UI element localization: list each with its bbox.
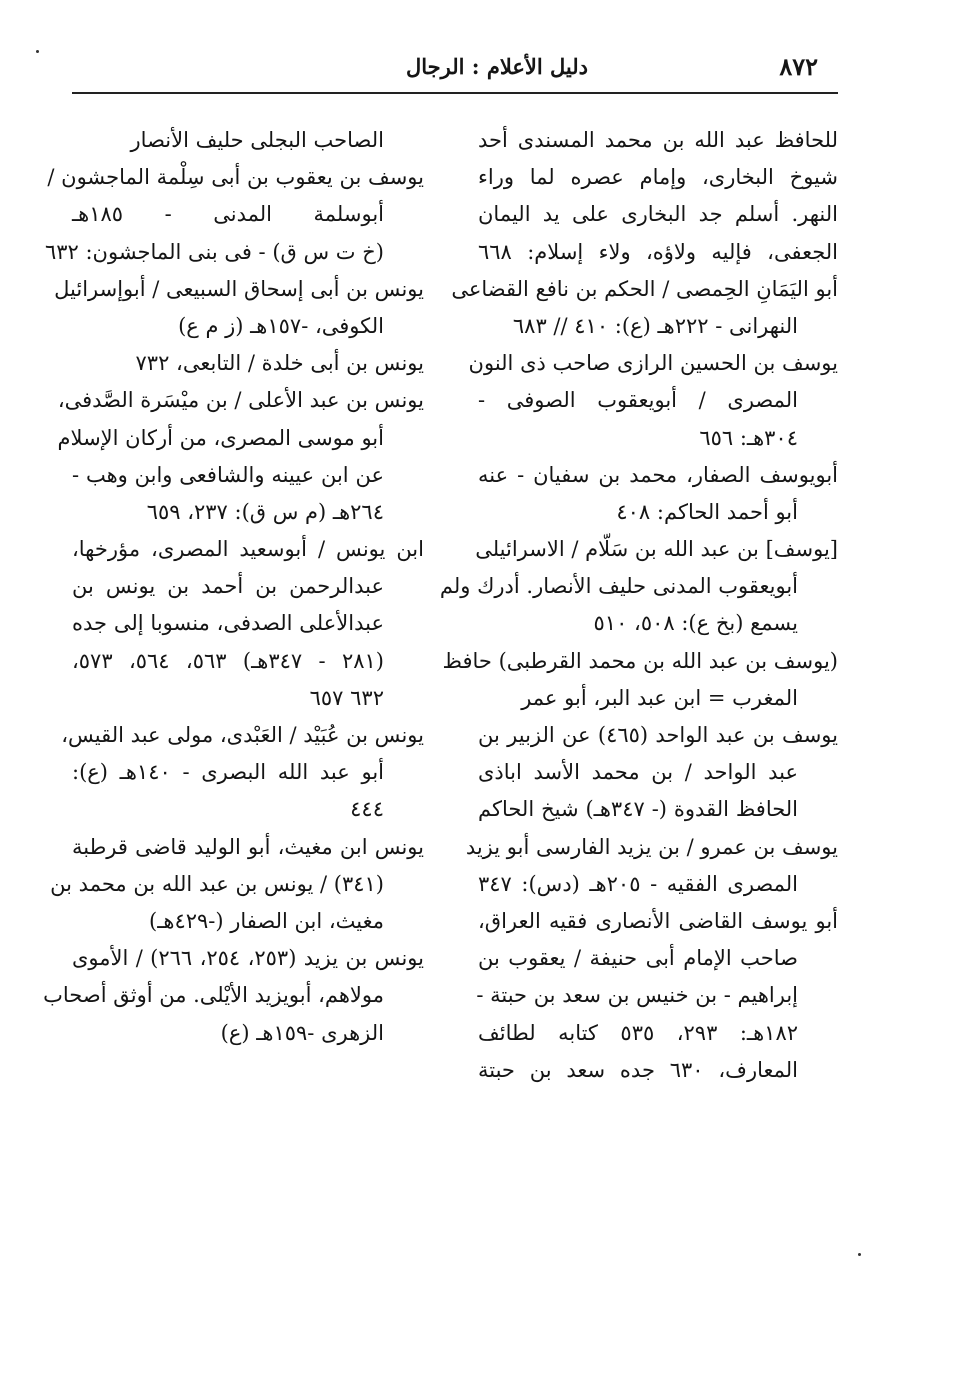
text-line: (خ ت س ق) - فى بنى الماجشون: ٦٣٢ (44, 239, 384, 264)
text-line: مولاهم، أبويزيد الأيْلى. من أوثق أصحاب (43, 983, 384, 1008)
text-line: أبويعقوب المدنى حليف الأنصار. أدرك ولم (439, 574, 798, 599)
text-line: النهر. أسلم جد البخارى على يد اليمان (478, 202, 838, 227)
text-line: يونس بن يزيد (٢٥٣، ٢٥٤، ٢٦٦) / الأموى (72, 946, 424, 971)
scan-speck (858, 1253, 861, 1256)
text-line: المعارف، ٦٣٠ جده سعد بن حبتة (478, 1057, 798, 1082)
text-line: يسمع (بخ ع): ٥٠٨، ٥١٠ (593, 611, 798, 636)
text-line: الكوفى، -١٥٧هـ (ز م ع) (178, 313, 384, 338)
text-line: أبو موسى المصرى، من أركان الإسلام (57, 425, 384, 450)
text-line: ٣٠٤هـ: ٦٥٦ (699, 425, 798, 450)
text-line: أبو يوسف القاضى الأنصارى فقيه العراق، (478, 908, 838, 933)
text-line: النهرانى - ٢٢٢هـ (ع): ٤١٠ // ٦٨٣ (512, 313, 798, 338)
text-line: الجعفى، فإليه ولاؤه، ولاء إسلام: ٦٦٨ (478, 239, 838, 264)
text-line: عبدالرحمن بن أحمد بن يونس بن (72, 574, 384, 599)
text-line: إبراهيم - بن خنيس بن سعد بن حبتة - (476, 983, 798, 1008)
text-line: مغيث، ابن الصفار (-٤٢٩هـ) (149, 908, 384, 933)
text-line: المصرى الفقيه - ٢٠٥هـ (دس): ٣٤٧ (478, 871, 798, 896)
text-line: الزهرى -١٥٩هـ (ع) (220, 1020, 384, 1045)
text-line: عبدالأعلى الصدفى، منسوبا إلى جده (72, 611, 384, 636)
text-line: (يوسف بن عبد الله بن محمد القرطبى) حافظ (442, 648, 838, 673)
page-header (72, 48, 838, 94)
text-line: يونس بن عُبَيْد / العَبْدى، مولى عبد القيس، (61, 723, 424, 747)
text-line: يونس بن أبى خلدة / التابعى، ٧٣٢ (135, 351, 424, 376)
text-line: أبوسلمة المدنى - ١٨٥هـ (72, 202, 384, 227)
text-line: يوسف بن عبد الواحد (٤٦٥) عن الزبير بن (478, 723, 839, 747)
text-line: ١٨٢هـ: ٢٩٣، ٥٣٥ كتابه لطائف (478, 1020, 799, 1045)
right-column (439, 122, 839, 1089)
text-line: ٤٤٤ (350, 797, 384, 822)
text-line: يوسف بن يعقوب بن أبى سِلْمة الماجشون / (47, 165, 424, 190)
text-line: المغرب = ابن عبد البر، أبو عمر (521, 685, 798, 710)
text-line: يونس بن عبد الأعلى / بن ميْسَرة الصَّدفى، (57, 388, 424, 413)
text-line: (٣٤١) / يونس بن عبد الله بن محمد بن (50, 871, 384, 896)
page-number: ٨٧٢ (779, 52, 818, 81)
text-line: أبو اليَمَانِ الحِمصى / الحكم بن نافع القضاعى (451, 276, 838, 301)
text-line: أبويوسف الصفار، محمد بن سفيان - عنه (478, 462, 838, 487)
text-line: ابن يونس / أبوسعيد المصرى، مؤرخها، (72, 537, 424, 562)
text-line: أبو أحمد الحاكم: ٤٠٨ (616, 499, 798, 524)
text-line: يوسف بن الحسين الرازى صاحب ذى النون (468, 351, 838, 376)
text-line: الصاحب البجلى حليف الأنصار (130, 128, 384, 152)
scan-speck (36, 50, 39, 53)
text-line: الحافظ القدوة (- ٣٤٧هـ) شيخ الحاكم (478, 797, 799, 822)
text-line: يونس ابن مغيث، أبو الوليد قاضى قرطبة (72, 834, 424, 859)
text-line: ٢٦٤هـ (م س ق): ٢٣٧، ٦٥٩ (146, 499, 384, 524)
text-line: يوسف بن عمرو / بن يزيد الفارسى أبو يزيد (465, 834, 838, 859)
running-title: دليل الأعلام : الرجال (405, 54, 588, 79)
left-column (43, 122, 424, 1052)
text-line: عن ابن عيينه والشافعى وابن وهب - (72, 462, 384, 487)
text-line: [يوسف] بن عبد الله بن سَلّام / الاسرائيلى (475, 537, 838, 562)
text-line: للحافظ عبد الله بن محمد المسندى أحد (478, 128, 838, 152)
text-line: (٢٨١ - ٣٤٧هـ) ٥٦٣، ٥٦٤، ٥٧٣، (72, 648, 384, 673)
text-line: ٦٣٢ ٦٥٧ (309, 685, 384, 710)
text-line: صاحب الإمام أبى حنيفة / يعقوب بن (478, 946, 798, 971)
text-line: المصرى / أبويعقوب الصوفى - (478, 388, 798, 413)
text-line: أبو عبد الله البصرى - ١٤٠هـ (ع): (72, 760, 384, 785)
text-line: يونس بن أبى إسحاق السبيعى / أبوإسرائيل (54, 276, 424, 301)
text-line: شيوخ البخارى، وإمام عصره لما وراء (478, 165, 838, 190)
text-line: عبد الواحد / بن محمد الأسد اباذى (478, 760, 798, 785)
